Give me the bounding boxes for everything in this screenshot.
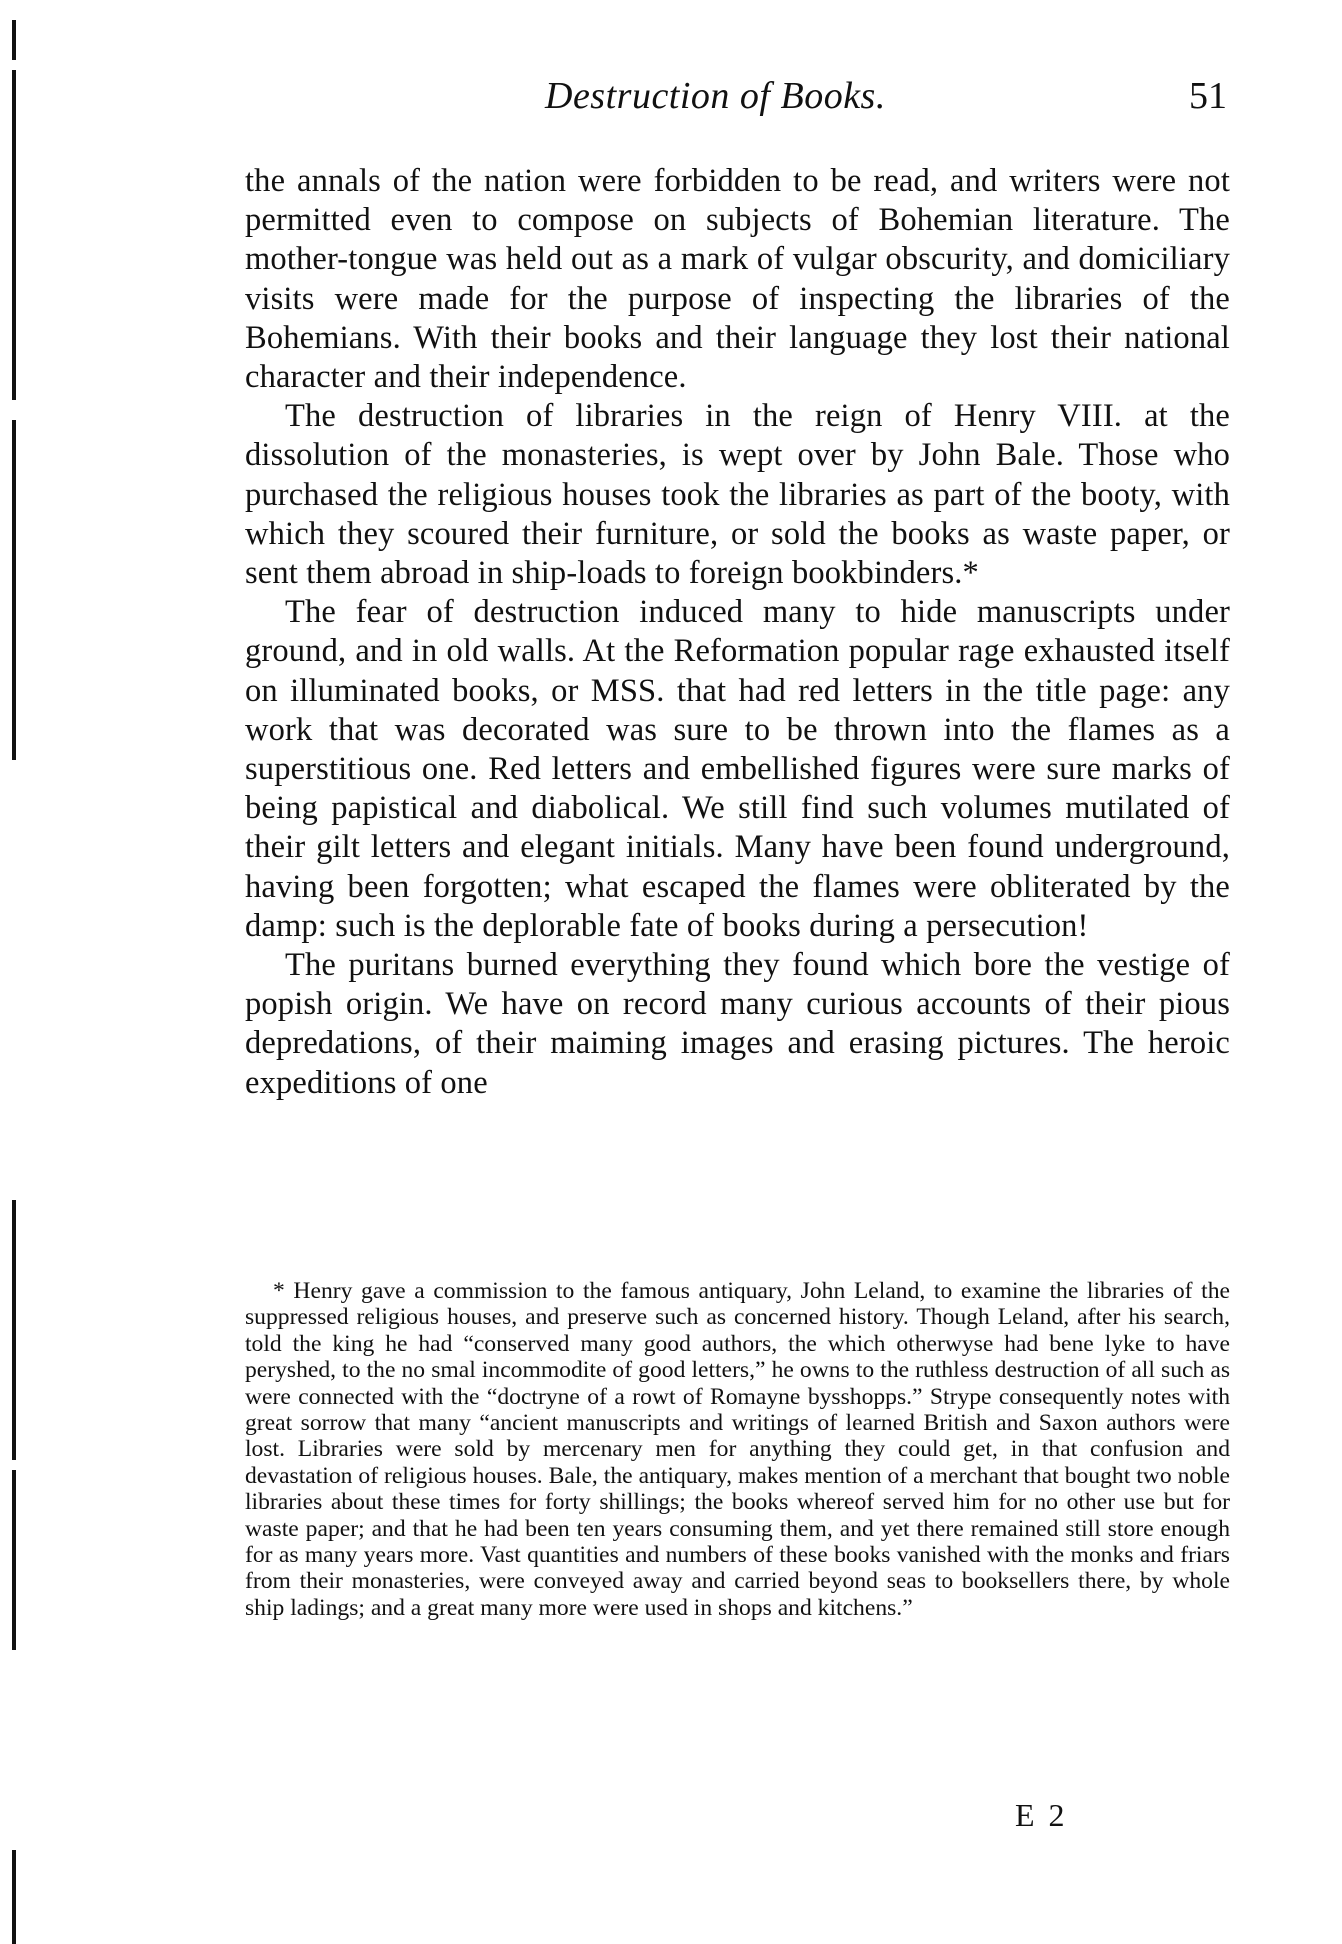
- paragraph-2: The destruction of libraries in the reign of Henry VIII. at the dissolution of the monasteries, is wept over by John Bale. Those who purchased the religious houses took the libraries as part of the booty, with which they scoured their furniture, or sold the books as waste paper, or sent them abroad in ship-loads to foreign bookbinders.*: [245, 398, 1230, 592]
- main-text: [245, 162, 1230, 1103]
- page-binding-edge: [12, 0, 16, 1944]
- footnote: [245, 1278, 1230, 1621]
- footnote-text: * Henry gave a commission to the famous antiquary, John Leland, to examine the libraries of the suppressed religious houses, and preserve such as concerned history. Though Leland, after his search, told the king he had “conserved many good authors, the which otherwyse had bene lyke to have peryshed, to the no smal incommodite of good letters,” he owns to the ruthless destruction of all such as were connected with the “doctryne of a rowt of Romayne bysshopps.” Strype consequently notes with great sorrow that many “ancient manuscripts and writings of learned British and Saxon authors were lost. Libraries were sold by mercenary men for anything they could get, in that confusion and devastation of religious houses. Bale, the antiquary, makes mention of a merchant that bought two noble libraries about these times for forty shillings; the books whereof served him for no other use but for waste paper; and that he had been ten years consuming them, and yet there remained still store enough for as many years more. Vast quantities and numbers of these books vanished with the monks and friars from their monasteries, were conveyed away and carried beyond seas to booksellers there, by whole ship ladings; and a great many more were used in shops and kitchens.”: [245, 1278, 1230, 1621]
- page-number: 51: [1189, 75, 1227, 117]
- paragraph-1: the annals of the nation were forbidden to be read, and writers were not permitted even to compose on subjects of Bohemian literature. The mother-tongue was held out as a mark of vulgar obscurity, and domiciliary visits were made for the purpose of inspecting the libraries of the Bohemians. With their books and their language they lost their national character and their independence.: [245, 163, 1230, 396]
- page-header: [245, 74, 1235, 124]
- paragraph-3: The fear of destruction induced many to hide manuscripts under ground, and in old walls. At the Reformation popular rage exhausted itself on illuminated books, or MSS. that had red letters in the title page: any work that was decorated was sure to be thrown into the flames as a superstitious one. Red letters and embellished figures were sure marks of being papistical and diabolical. We still find such volumes mutilated of their gilt letters and elegant initials. Many have been found underground, having been forgotten; what escaped the flames were obliterated by the damp: such is the deplorable fate of books during a persecution!: [245, 594, 1230, 944]
- signature-mark: E 2: [1015, 1797, 1068, 1833]
- running-title: Destruction of Books.: [545, 75, 886, 117]
- paragraph-4: The puritans burned everything they found which bore the vestige of popish origin. We have on record many curious accounts of their pious depredations, of their maiming images and erasing pictures. The heroic expeditions of one: [245, 947, 1230, 1101]
